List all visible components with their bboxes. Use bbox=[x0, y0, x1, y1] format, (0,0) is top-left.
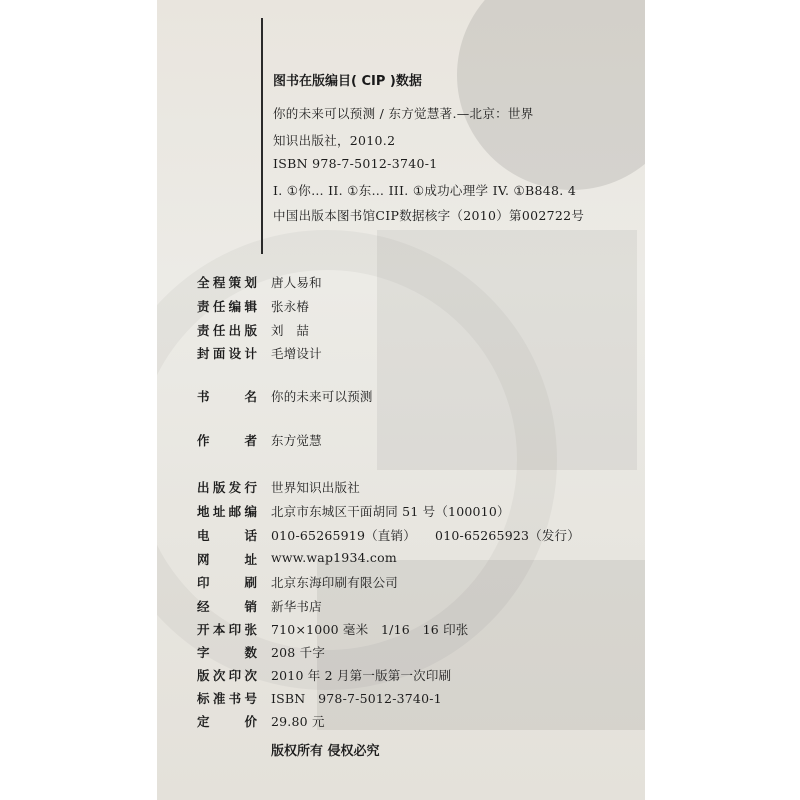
copyright-notice: 版权所有 侵权必究 bbox=[271, 744, 380, 759]
book-title-label: 书名 bbox=[197, 389, 257, 404]
pub-value: 2010 年 2 月第一版第一次印刷 bbox=[271, 668, 452, 683]
pub-label: 电话 bbox=[197, 528, 257, 543]
author-value: 东方觉慧 bbox=[271, 433, 322, 448]
cip-title: 图书在版编目( CIP )数据 bbox=[273, 74, 422, 89]
pub-value: 新华书店 bbox=[271, 599, 322, 614]
copyright-page bbox=[157, 0, 645, 800]
author-label: 作者 bbox=[197, 433, 257, 448]
pub-label: 经销 bbox=[197, 599, 257, 614]
pub-value: 北京市东城区干面胡同 51 号（100010） bbox=[271, 504, 510, 519]
cip-line: ISBN 978-7-5012-3740-1 bbox=[273, 156, 438, 171]
cip-line: 你的未来可以预测 / 东方觉慧著.—北京：世界 bbox=[273, 106, 534, 121]
pub-value: 208 千字 bbox=[271, 645, 326, 660]
pub-label: 印刷 bbox=[197, 575, 257, 590]
credit-value: 唐人易和 bbox=[271, 275, 322, 290]
background-artwork-title-block bbox=[377, 230, 637, 470]
credit-value: 张永椿 bbox=[271, 299, 310, 314]
credit-label: 责任编辑 bbox=[197, 299, 257, 314]
credit-value: 毛增设计 bbox=[271, 346, 322, 361]
pub-label: 标准书号 bbox=[197, 691, 257, 706]
pub-value: www.wap1934.com bbox=[271, 550, 397, 565]
pub-label: 开本印张 bbox=[197, 622, 257, 637]
credit-value: 刘 喆 bbox=[271, 323, 310, 338]
pub-label: 字数 bbox=[197, 645, 257, 660]
pub-value: 世界知识出版社 bbox=[271, 480, 360, 495]
credit-label: 责任出版 bbox=[197, 323, 257, 338]
pub-value: ISBN 978-7-5012-3740-1 bbox=[271, 691, 442, 706]
pub-value: 010-65265919（直销） 010-65265923（发行） bbox=[271, 528, 580, 543]
pub-label: 定价 bbox=[197, 714, 257, 729]
background-artwork-circle bbox=[457, 0, 645, 190]
credit-label: 全程策划 bbox=[197, 275, 257, 290]
pub-label: 网址 bbox=[197, 552, 257, 567]
pub-value: 710×1000 毫米 1/16 16 印张 bbox=[271, 622, 469, 637]
pub-value: 29.80 元 bbox=[271, 714, 325, 729]
cip-line: 知识出版社，2010.2 bbox=[273, 133, 396, 148]
pub-value: 北京东海印刷有限公司 bbox=[271, 575, 399, 590]
cip-line: 中国出版本图书馆CIP数据核字（2010）第002722号 bbox=[273, 208, 585, 223]
pub-label: 出版发行 bbox=[197, 480, 257, 495]
cip-line: I. ①你… II. ①东… III. ①成功心理学 IV. ①B848. 4 bbox=[273, 183, 577, 198]
credit-label: 封面设计 bbox=[197, 346, 257, 361]
pub-label: 版次印次 bbox=[197, 668, 257, 683]
pub-label: 地址邮编 bbox=[197, 504, 257, 519]
book-title-value: 你的未来可以预测 bbox=[271, 389, 373, 404]
cip-divider-line bbox=[261, 18, 263, 254]
